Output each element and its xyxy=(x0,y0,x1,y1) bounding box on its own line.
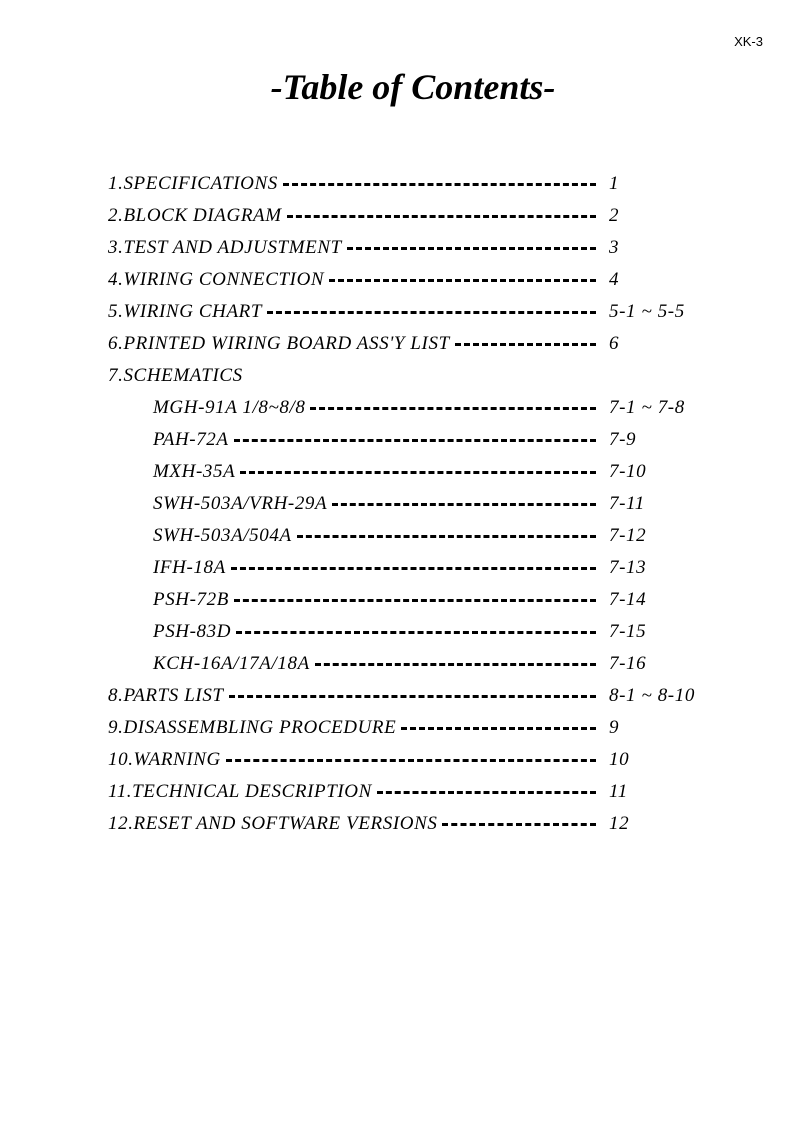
toc-entry[interactable] xyxy=(108,264,602,296)
toc-entry[interactable] xyxy=(108,200,602,232)
dot-leader xyxy=(234,599,596,602)
toc-entry-page: 12 xyxy=(609,813,630,834)
toc-entry-label: 4.WIRING CONNECTION xyxy=(108,269,325,290)
dot-leader xyxy=(231,567,596,570)
toc-entry-label: PSH-72B xyxy=(153,589,229,610)
dot-leader xyxy=(267,311,596,314)
toc-entry-page: 4 xyxy=(609,269,620,290)
toc-entry[interactable] xyxy=(153,520,602,552)
dot-leader xyxy=(310,407,596,410)
toc-entry[interactable] xyxy=(108,712,602,744)
dot-leader xyxy=(329,279,596,282)
toc-entry-page: 6 xyxy=(609,333,620,354)
toc-entry-label: SWH-503A/VRH-29A xyxy=(153,493,328,514)
dot-leader xyxy=(347,247,596,250)
page-number: XK-3 xyxy=(734,34,763,49)
toc-entry-label: 1.SPECIFICATIONS xyxy=(108,173,278,194)
toc-entry-page: 11 xyxy=(609,781,628,802)
page-title: -Table of Contents- xyxy=(270,67,556,107)
toc-entry[interactable] xyxy=(153,424,602,456)
toc-entry[interactable] xyxy=(153,456,602,488)
toc-entry-page: 1 xyxy=(609,173,620,194)
dot-leader xyxy=(229,695,596,698)
dot-leader xyxy=(455,343,596,346)
toc-entry-page: 7-15 xyxy=(609,621,647,642)
toc-entry-page: 7-13 xyxy=(609,557,647,578)
toc-entry-label: PAH-72A xyxy=(153,429,229,450)
dot-leader xyxy=(297,535,596,538)
toc-entry-label: 3.TEST AND ADJUSTMENT xyxy=(108,237,342,258)
toc-entry[interactable] xyxy=(153,616,602,648)
toc-entry-page: 7-12 xyxy=(609,525,647,546)
toc-entry-page: 7-1 ~ 7-8 xyxy=(609,397,685,418)
toc-entry-label: KCH-16A/17A/18A xyxy=(153,653,310,674)
dot-leader xyxy=(287,215,596,218)
toc-entry-page: 5-1 ~ 5-5 xyxy=(609,301,685,322)
dot-leader xyxy=(240,471,596,474)
toc-entry-label: IFH-18A xyxy=(153,557,226,578)
dot-leader xyxy=(315,663,596,666)
toc-entry[interactable] xyxy=(108,360,602,392)
toc-entry[interactable] xyxy=(108,168,602,200)
toc-entry-page: 7-11 xyxy=(609,493,645,514)
toc-entry-label: SWH-503A/504A xyxy=(153,525,292,546)
dot-leader xyxy=(283,183,596,186)
toc-entry-label: 5.WIRING CHART xyxy=(108,301,263,322)
toc-entry-page: 10 xyxy=(609,749,630,770)
toc-entry[interactable] xyxy=(108,296,602,328)
dot-leader xyxy=(234,439,596,442)
toc-entry[interactable] xyxy=(108,680,602,712)
toc-entry-page: 9 xyxy=(609,717,620,738)
toc-entry-page: 7-14 xyxy=(609,589,647,610)
toc-entry[interactable] xyxy=(108,808,602,840)
dot-leader xyxy=(236,631,596,634)
toc-entry-label: MGH-91A 1/8~8/8 xyxy=(153,397,306,418)
toc-entry[interactable] xyxy=(108,744,602,776)
dot-leader xyxy=(332,503,596,506)
toc-entry[interactable] xyxy=(153,392,602,424)
toc-entry-page: 8-1 ~ 8-10 xyxy=(609,685,695,706)
toc-entry[interactable] xyxy=(108,776,602,808)
dot-leader xyxy=(401,727,596,730)
toc-entry-label: 7.SCHEMATICS xyxy=(108,365,243,386)
toc-entry[interactable] xyxy=(108,232,602,264)
toc-entry[interactable] xyxy=(153,648,602,680)
toc-entry-label: 2.BLOCK DIAGRAM xyxy=(108,205,282,226)
toc-entry-page: 7-16 xyxy=(609,653,647,674)
toc-entry-label: 8.PARTS LIST xyxy=(108,685,224,706)
toc-entry[interactable] xyxy=(153,488,602,520)
table-of-contents xyxy=(0,168,793,1068)
toc-entry-page: 7-9 xyxy=(609,429,637,450)
dot-leader xyxy=(377,791,596,794)
toc-entry-page: 3 xyxy=(609,237,620,258)
toc-entry[interactable] xyxy=(108,328,602,360)
toc-entry-label: 6.PRINTED WIRING BOARD ASS'Y LIST xyxy=(108,333,450,354)
toc-entry-page: 7-10 xyxy=(609,461,647,482)
toc-entry-label: MXH-35A xyxy=(153,461,236,482)
toc-entry-label: 11.TECHNICAL DESCRIPTION xyxy=(108,781,372,802)
toc-entry-label: PSH-83D xyxy=(153,621,232,642)
toc-entry-label: 10.WARNING xyxy=(108,749,221,770)
dot-leader xyxy=(442,823,596,826)
toc-entry[interactable] xyxy=(153,584,602,616)
toc-entry[interactable] xyxy=(153,552,602,584)
toc-entry-page: 2 xyxy=(609,205,620,226)
dot-leader xyxy=(226,759,596,762)
toc-entry-label: 12.RESET AND SOFTWARE VERSIONS xyxy=(108,813,438,834)
toc-entry-label: 9.DISASSEMBLING PROCEDURE xyxy=(108,717,397,738)
